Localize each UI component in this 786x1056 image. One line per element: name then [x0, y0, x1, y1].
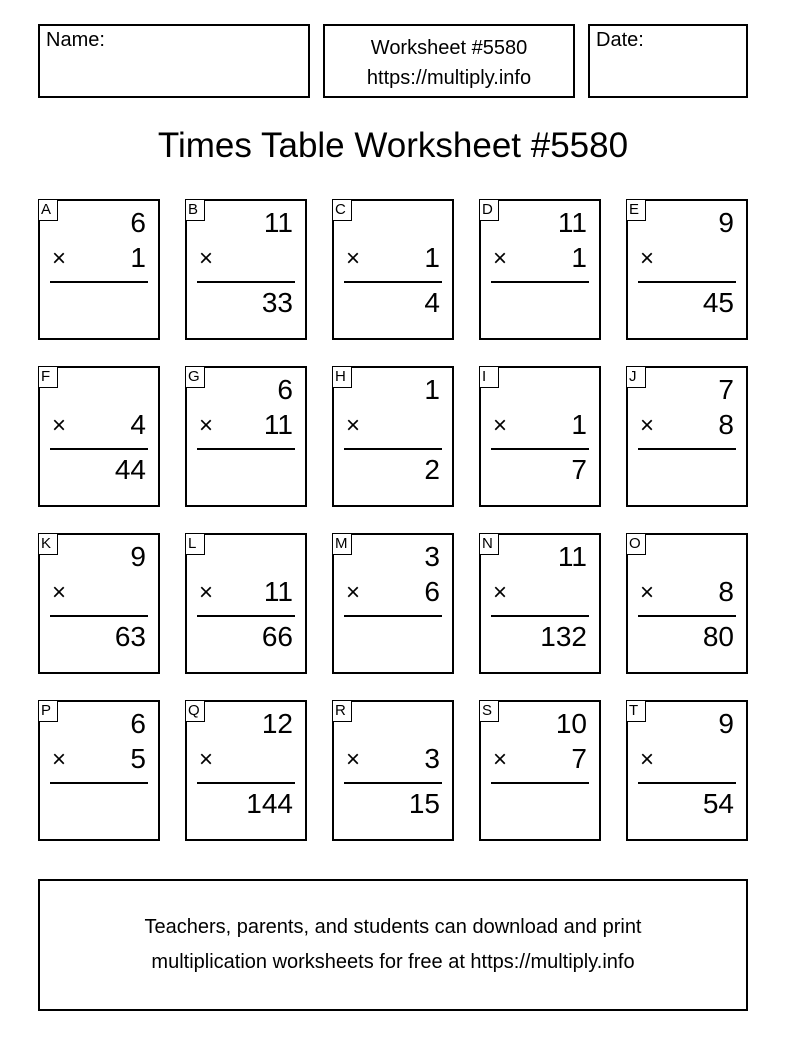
- answer-line: [638, 615, 736, 617]
- problem-letter: T: [626, 700, 646, 722]
- times-sign: ×: [199, 412, 214, 439]
- answer-line: [197, 615, 295, 617]
- answer-line: [197, 448, 295, 450]
- multiplier: 11: [263, 576, 293, 607]
- footer-note: [38, 879, 748, 1011]
- multiplicand: 11: [557, 541, 587, 572]
- times-sign: ×: [52, 412, 67, 439]
- multiplier: 1: [130, 242, 146, 273]
- times-sign: ×: [346, 579, 361, 606]
- page-title: Times Table Worksheet #5580: [157, 126, 629, 165]
- multiplicand: 10: [555, 708, 587, 739]
- multiplier: 7: [571, 743, 587, 774]
- problem-r: [332, 700, 454, 841]
- answer-line: [197, 782, 295, 784]
- multiplicand: 6: [277, 374, 293, 405]
- times-sign: ×: [493, 245, 508, 272]
- times-sign: ×: [346, 746, 361, 773]
- multiplicand: 9: [718, 207, 734, 238]
- problem-letter: H: [332, 366, 352, 388]
- answer-line: [638, 281, 736, 283]
- problem-p: [38, 700, 160, 841]
- multiplier: 5: [130, 743, 146, 774]
- problem-a: [38, 199, 160, 340]
- problem-f: [38, 366, 160, 507]
- answer-line: [344, 615, 442, 617]
- multiplier: 8: [718, 576, 734, 607]
- problem-letter: A: [38, 199, 58, 221]
- product: 2: [424, 454, 440, 485]
- product: 33: [261, 287, 293, 318]
- problem-m: [332, 533, 454, 674]
- answer-line: [197, 281, 295, 283]
- product: 63: [114, 621, 146, 652]
- name-label: Name:: [46, 29, 105, 51]
- answer-line: [491, 782, 589, 784]
- answer-line: [344, 782, 442, 784]
- answer-line: [638, 782, 736, 784]
- problem-i: [479, 366, 601, 507]
- problem-h: [332, 366, 454, 507]
- problem-e: [626, 199, 748, 340]
- product: 132: [540, 621, 587, 652]
- problem-l: [185, 533, 307, 674]
- problem-b: [185, 199, 307, 340]
- problem-letter: K: [38, 533, 58, 555]
- product: 66: [261, 621, 293, 652]
- times-sign: ×: [52, 579, 67, 606]
- multiplier: 1: [571, 242, 587, 273]
- problem-letter: M: [332, 533, 352, 555]
- worksheet-number: Worksheet #5580: [370, 37, 528, 59]
- multiplier: 3: [424, 743, 440, 774]
- product: 144: [246, 788, 293, 819]
- problem-letter: N: [479, 533, 499, 555]
- multiplicand: 11: [263, 207, 293, 238]
- problem-letter: G: [185, 366, 205, 388]
- product: 4: [424, 287, 440, 318]
- times-sign: ×: [52, 245, 67, 272]
- multiplier: 1: [424, 242, 440, 273]
- problem-letter: R: [332, 700, 352, 722]
- problem-n: [479, 533, 601, 674]
- times-sign: ×: [493, 412, 508, 439]
- problem-letter: D: [479, 199, 499, 221]
- answer-line: [344, 281, 442, 283]
- answer-line: [344, 448, 442, 450]
- multiplier: 6: [424, 576, 440, 607]
- times-sign: ×: [640, 245, 655, 272]
- date-label: Date:: [596, 29, 644, 51]
- product: 7: [571, 454, 587, 485]
- multiplicand: 1: [424, 374, 440, 405]
- problem-letter: I: [479, 366, 499, 388]
- answer-line: [638, 448, 736, 450]
- problem-d: [479, 199, 601, 340]
- problem-g: [185, 366, 307, 507]
- problem-letter: Q: [185, 700, 205, 722]
- times-sign: ×: [493, 746, 508, 773]
- multiplicand: 11: [557, 207, 587, 238]
- answer-line: [50, 281, 148, 283]
- problem-letter: E: [626, 199, 646, 221]
- product: 45: [702, 287, 734, 318]
- problem-letter: L: [185, 533, 205, 555]
- problem-s: [479, 700, 601, 841]
- problem-j: [626, 366, 748, 507]
- answer-line: [491, 448, 589, 450]
- multiplier: 11: [263, 409, 293, 440]
- multiplicand: 3: [424, 541, 440, 572]
- times-sign: ×: [640, 579, 655, 606]
- problem-k: [38, 533, 160, 674]
- times-sign: ×: [199, 245, 214, 272]
- answer-line: [491, 281, 589, 283]
- times-sign: ×: [346, 245, 361, 272]
- multiplier: 1: [571, 409, 587, 440]
- footer-line-1: Teachers, parents, and students can download and print: [144, 916, 642, 938]
- multiplicand: 7: [718, 374, 734, 405]
- answer-line: [50, 615, 148, 617]
- product: 80: [702, 621, 734, 652]
- problem-letter: O: [626, 533, 646, 555]
- problem-letter: F: [38, 366, 58, 388]
- problem-letter: B: [185, 199, 205, 221]
- answer-line: [491, 615, 589, 617]
- worksheet-url: https://multiply.info: [366, 67, 532, 89]
- answer-line: [50, 448, 148, 450]
- multiplicand: 6: [130, 207, 146, 238]
- problem-o: [626, 533, 748, 674]
- multiplier: 8: [718, 409, 734, 440]
- product: 44: [114, 454, 146, 485]
- problem-letter: P: [38, 700, 58, 722]
- times-sign: ×: [640, 412, 655, 439]
- multiplier: 4: [130, 409, 146, 440]
- times-sign: ×: [52, 746, 67, 773]
- times-sign: ×: [346, 412, 361, 439]
- multiplicand: 9: [130, 541, 146, 572]
- multiplicand: 6: [130, 708, 146, 739]
- problem-t: [626, 700, 748, 841]
- times-sign: ×: [199, 579, 214, 606]
- problem-letter: J: [626, 366, 646, 388]
- problem-c: [332, 199, 454, 340]
- problem-letter: C: [332, 199, 352, 221]
- times-sign: ×: [493, 579, 508, 606]
- answer-line: [50, 782, 148, 784]
- times-sign: ×: [640, 746, 655, 773]
- problem-letter: S: [479, 700, 499, 722]
- problem-q: [185, 700, 307, 841]
- multiplicand: 9: [718, 708, 734, 739]
- multiplicand: 12: [261, 708, 293, 739]
- product: 15: [408, 788, 440, 819]
- footer-line-2: multiplication worksheets for free at https://multiply.info: [151, 951, 635, 973]
- times-sign: ×: [199, 746, 214, 773]
- product: 54: [702, 788, 734, 819]
